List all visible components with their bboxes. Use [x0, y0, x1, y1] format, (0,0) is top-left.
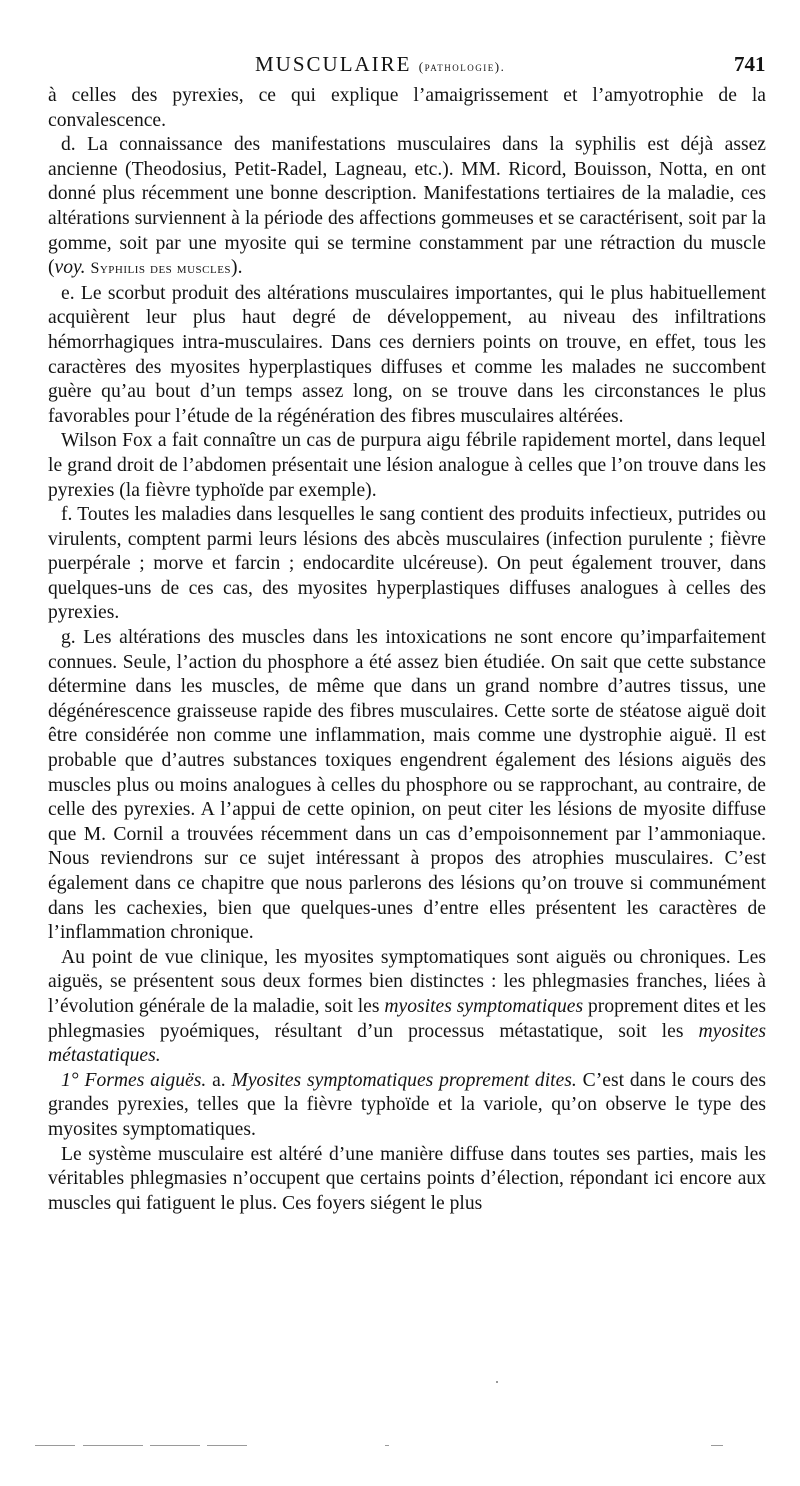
paragraph-syphilis-end: ). — [231, 257, 243, 279]
body-text — [48, 84, 766, 1216]
running-title-main: MUSCULAIRE — [255, 52, 412, 76]
term-myosites-metastatiques: myosites métastatiques. — [48, 1020, 766, 1067]
paragraph-continuation: à celles des pyrexies, ce qui explique l’amaigrissement et l’amyotrophie de la convalescence. — [48, 85, 766, 131]
speck-mark — [496, 1381, 498, 1383]
cross-reference-syphilis-muscles: Syphilis des muscles — [90, 260, 232, 278]
paragraph-syphilis-text: d. La connaissance des manifestations musculaires dans la syphilis est déjà assez ancienne (Theodosius, Petit-Radel, Lagneau, etc.). MM. Ricord, Bouisson, Notta, en ont donné plus récemment une bonne description. Manifestations tertiaires de la maladie, ces altérations surviennent à la période des affections gommeuses et se caractérisent, soit par la gomme, soit par une myosite qui se termine constamment par une rétraction du muscle ( — [48, 134, 766, 279]
paragraph-clinique-text-a: Au point de vue clinique, les myosites symptomatiques sont aiguës ou chroniques. Les aiguës, se présentent sous deux formes bien distinctes : les phlegmasies franches, liées à l’évolution générale de la maladie, soit les — [48, 946, 766, 1017]
paragraph-point-de-vue-clinique — [48, 946, 766, 1069]
section-heading-formes-aigues: 1° Formes aiguës. — [61, 1069, 207, 1091]
page-header — [0, 48, 800, 82]
paragraph-formes-aigues-a: a. — [206, 1069, 232, 1091]
paragraph-formes-aigues — [48, 1069, 766, 1143]
paragraph-wilson-fox: Wilson Fox a fait connaître un cas de purpura aigu fébrile rapidement mortel, dans lequel le grand droit de l’abdomen présentait une lésion analogue à celles que l’on trouve dans les pyrexies (la fièvre typhoïde par exemple). — [48, 430, 766, 501]
paragraph-syphilis — [48, 133, 766, 282]
running-title-subtitle: (pathologie). — [418, 59, 506, 74]
paragraph-syphilis-voy: voy. — [54, 257, 86, 279]
footer-scan-marks — [35, 1445, 725, 1447]
paragraph-maladies-infectieuses: f. Toutes les maladies dans lesquelles le sang contient des produits infectieux, putrides ou virulents, comptent parmi leurs lésions des abcès musculaires (infection purulente ; fièvre puerpérale ; morve et farcin ; endocardite ulcéreuse). On peut également trouver, dans quelques-uns de ces cas, des myosites hyperplastiques diffuses analogues à celles des pyrexies. — [48, 504, 766, 624]
paragraph-intoxications: g. Les altérations des muscles dans les intoxications ne sont encore qu’imparfaitement connues. Seule, l’action du phosphore a été assez bien étudiée. On sait que cette substance détermine dans les muscles, de même que dans un grand nombre d’autres tissus, une dégénérescence graisseuse rapide des fibres musculaires. Cette sorte de stéatose aiguë doit être considérée non comme une inflammation, mais comme une dystrophie aiguë. Il est probable que d’autres substances toxiques engendrent également des lésions aiguës des muscles plus ou moins analogues à celles du phosphore ou se rapprochant, au contraire, de celle des pyrexies. A l’appui de cette opinion, on peut citer les lésions de myosite diffuse que M. Cornil a trouvées récemment dans un cas d’empoisonnement par l’ammoniaque. Nous reviendrons sur ce sujet intéressant à propos des atrophies musculaires. C’est également dans ce chapitre que nous parlerons des lésions qu’on trouve si communément dans les cachexies, bien que quelques-unes d’entre elles présentent les caractères de l’inflammation chronique. — [48, 627, 766, 944]
running-title — [255, 52, 505, 77]
page-number: 741 — [734, 52, 766, 76]
paragraph-systeme-musculaire: Le système musculaire est altéré d’une manière diffuse dans toutes ses parties, mais les véritables phlegmasies n’occupent que certains points d’élection, répondant ici encore aux muscles qui fatiguent le plus. Ces foyers siégent le plus — [48, 1143, 766, 1214]
subsection-heading-myosites-symptomatiques: Myosites symptomatiques proprement dites. — [231, 1069, 577, 1091]
paragraph-formes-aigues-text: C’est dans le cours des grandes pyrexies, telles que la fièvre typhoïde et la variole, qu’on observe le type des myosites symptomatiques. — [48, 1069, 766, 1140]
paragraph-clinique-text-b: proprement dites et les phlegmasies pyoémiques, résultant d’un processus métastatique, soit les — [48, 995, 766, 1042]
term-myosites-symptomatiques: myosites symptomatiques — [384, 995, 584, 1017]
paragraph-scorbut: e. Le scorbut produit des altérations musculaires importantes, qui le plus habituellement acquièrent leur plus haut degré de développement, au niveau des infiltrations hémorrhagiques intra-musculaires. Dans ces derniers points on trouve, en effet, tous les caractères des myosites hyperplastiques diffuses et comme les malades ne succombent guère qu’au bout d’un temps assez long, on se trouve dans les circonstances le plus favorables pour l’étude de la régénération des fibres musculaires altérées. — [48, 282, 766, 427]
